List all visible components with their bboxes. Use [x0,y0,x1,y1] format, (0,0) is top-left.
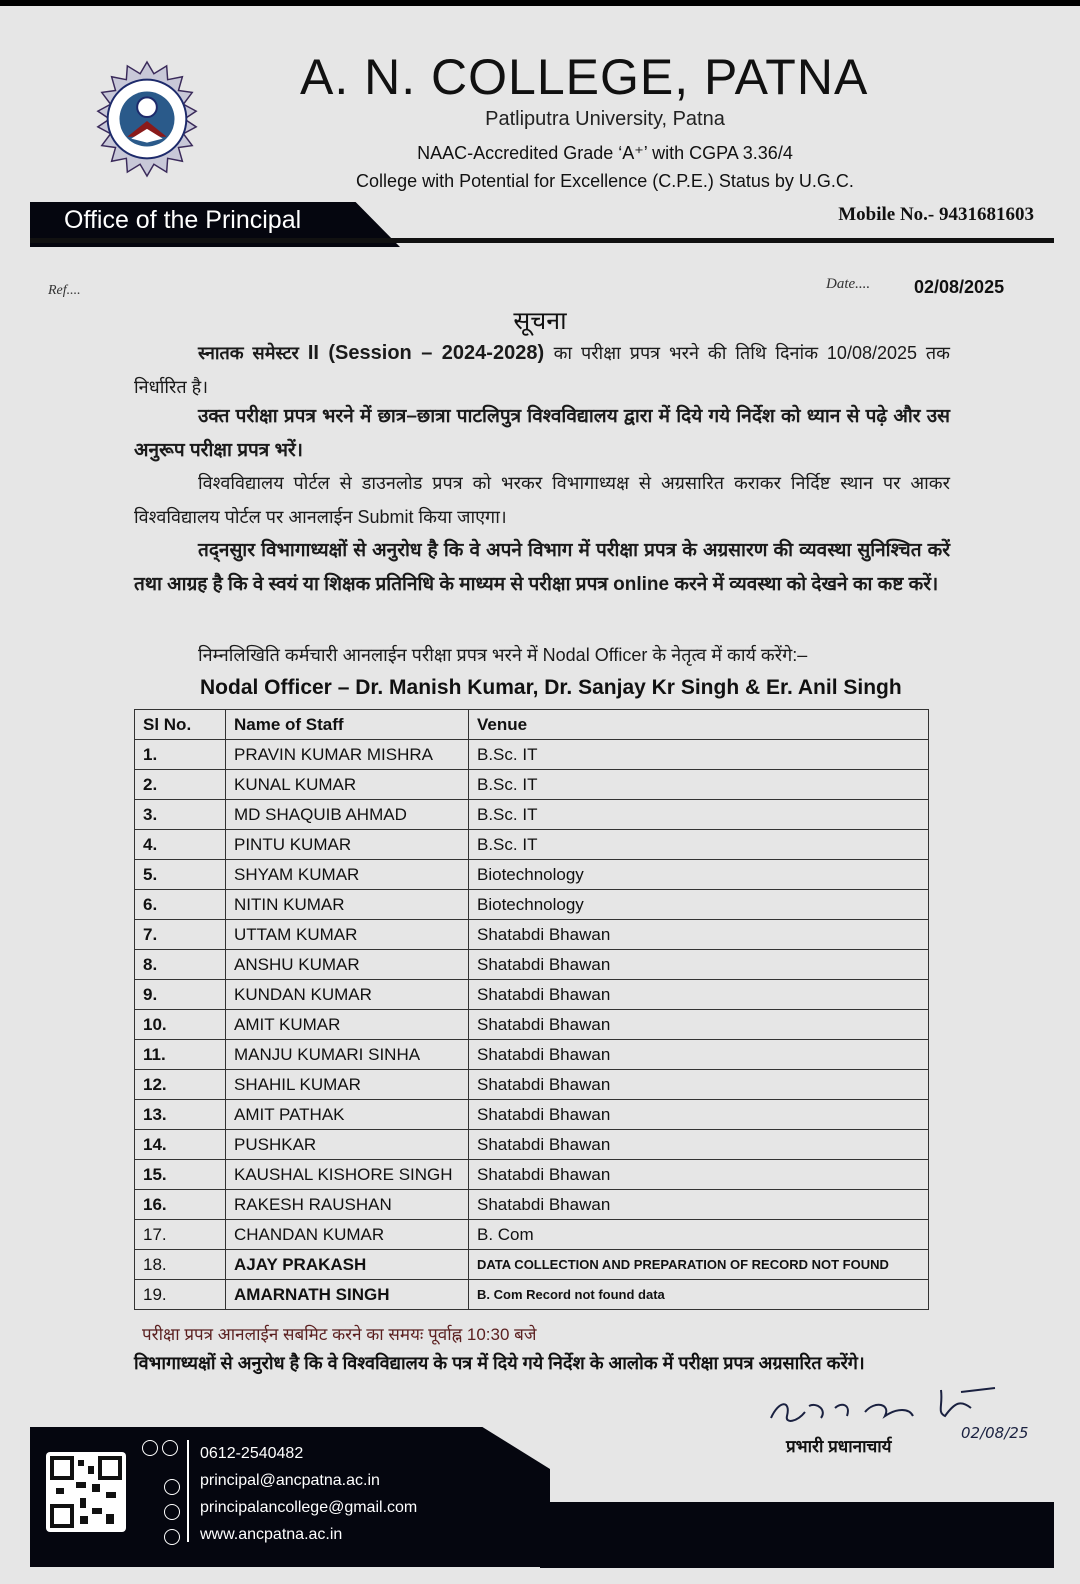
header-sl-no: Sl No. [135,710,226,740]
table-row [135,740,929,770]
staff-name-cell: KUNAL KUMAR [226,770,469,800]
paragraph-1 [134,336,950,404]
venue-cell: Shatabdi Bhawan [469,920,929,950]
paragraph-5 [134,638,950,672]
table-row [135,1280,929,1310]
office-label: Office of the Principal [64,206,302,234]
p1-lead: स्नातक समेस्टर [198,343,308,363]
staff-name-cell: UTTAM KUMAR [226,920,469,950]
header-venue: Venue [469,710,929,740]
phone-icon [162,1440,178,1456]
table-row [135,860,929,890]
sl-no-cell: 3. [135,800,226,830]
sl-no-cell: 19. [135,1280,226,1310]
header-name: Name of Staff [226,710,469,740]
venue-cell: B.Sc. IT [469,800,929,830]
p2-text: उक्त परीक्षा प्रपत्र भरने में छात्र–छात्रा पाटलिपुत्र विश्वविद्यालय द्वारा में दिये गये निर्देश को ध्यान से पढ़े और उस अनुरूप परीक्षा प्रपत्र भरें। [134,406,950,461]
table-row [135,1070,929,1100]
table-row [135,1130,929,1160]
date-label: Date.... [826,276,871,292]
paragraph-3 [134,466,950,534]
venue-cell: Shatabdi Bhawan [469,1190,929,1220]
sl-no-cell: 9. [135,980,226,1010]
email-icon [164,1479,180,1495]
table-row [135,1220,929,1250]
website-link[interactable]: www.ancpatna.ac.in [200,1526,343,1543]
venue-cell: Shatabdi Bhawan [469,1010,929,1040]
paragraph-4 [134,534,950,602]
mobile-number: Mobile No.- 9431681603 [838,204,1034,225]
venue-cell: B.Sc. IT [469,830,929,860]
staff-name-cell: RAKESH RAUSHAN [226,1190,469,1220]
sl-no-cell: 15. [135,1160,226,1190]
table-row [135,830,929,860]
sl-no-cell: 17. [135,1220,226,1250]
table-header-row [135,710,929,740]
college-name: A. N. COLLEGE, PATNA [300,49,869,105]
sl-no-cell: 13. [135,1100,226,1130]
nodal-officers: Nodal Officer – Dr. Manish Kumar, Dr. Sanjay Kr Singh & Er. Anil Singh [200,676,902,699]
signature-date: 02/08/25 [961,1424,1029,1442]
accreditation-line: NAAC-Accredited Grade ‘A⁺’ with CGPA 3.36/4 [417,143,793,163]
staff-name-cell: AJAY PRAKASH [226,1250,469,1280]
sl-no-cell: 8. [135,950,226,980]
staff-table [134,709,929,1310]
staff-name-cell: SHYAM KUMAR [226,860,469,890]
sl-no-cell: 16. [135,1190,226,1220]
sl-no-cell: 10. [135,1010,226,1040]
contact-list [200,1440,417,1548]
paragraph-2 [134,400,950,468]
staff-name-cell: AMIT PATHAK [226,1100,469,1130]
table-row [135,980,929,1010]
staff-name-cell: PINTU KUMAR [226,830,469,860]
table-row [135,1160,929,1190]
staff-name-cell: SHAHIL KUMAR [226,1070,469,1100]
closing-paragraph: विभागाध्यक्षों से अनुरोध है कि वे विश्वविद्यालय के पत्र में दिये गये निर्देश के आलोक में परीक्षा प्रपत्र अग्रसारित करेंगे। [134,1353,865,1373]
staff-name-cell: KAUSHAL KISHORE SINGH [226,1160,469,1190]
p4-text: तद्नसुार विभागाध्यक्षों से अनुरोध है कि वे अपने विभाग में परीक्षा प्रपत्र के अग्रसारण की व्यवस्था सुनिश्चित करें तथा आग्रह है कि वे स्वयं या शिक्षक प्रतिनिधि के माध्यम से परीक्षा प्रपत्र online करने में व्यवस्था को देखने का कष्ट करें। [134,540,950,595]
table-row [135,950,929,980]
sl-no-cell: 14. [135,1130,226,1160]
sl-no-cell: 18. [135,1250,226,1280]
staff-name-cell: PRAVIN KUMAR MISHRA [226,740,469,770]
mobile-icon [142,1440,158,1456]
sl-no-cell: 12. [135,1070,226,1100]
p1-rest: का परीक्षा प्रपत्र भरने की तिथि दिनांक 10/08/2025 तक निर्धारित है। [134,343,951,397]
table-row [135,1010,929,1040]
staff-name-cell: AMARNATH SINGH [226,1280,469,1310]
venue-cell: Shatabdi Bhawan [469,950,929,980]
qr-code-icon[interactable] [46,1452,126,1532]
venue-cell: B. Com [469,1220,929,1250]
footer-divider [187,1440,189,1542]
header-rule [30,238,1054,243]
table-row [135,1100,929,1130]
phone-number: 0612-2540482 [200,1445,304,1462]
sl-no-cell: 11. [135,1040,226,1070]
email-link-1[interactable]: principal@ancpatna.ac.in [200,1472,380,1489]
staff-name-cell: NITIN KUMAR [226,890,469,920]
notice-title: सूचना [513,307,567,335]
table-row [135,1040,929,1070]
venue-cell: DATA COLLECTION AND PREPARATION OF RECORD NOT FOUND [469,1250,929,1280]
sl-no-cell: 7. [135,920,226,950]
contact-icons [142,1440,192,1554]
staff-name-cell: MD SHAQUIB AHMAD [226,800,469,830]
sl-no-cell: 4. [135,830,226,860]
submission-time-note: परीक्षा प्रपत्र आनलाईन सबमिट करने का समयः पूर्वाह्न 10:30 बजे [142,1325,537,1344]
venue-cell: B.Sc. IT [469,740,929,770]
venue-cell: B.Sc. IT [469,770,929,800]
email-icon-2 [164,1504,180,1520]
p5-text: निम्नलिखिति कर्मचारी आनलाईन परीक्षा प्रपत्र भरने में Nodal Officer के नेतृत्व में कार्य करेंगे:– [198,645,808,665]
top-border [0,0,1080,6]
globe-icon [164,1529,180,1545]
table-row [135,1190,929,1220]
p1-session: II (Session – 2024-2028) [307,342,554,364]
table-row [135,920,929,950]
sl-no-cell: 6. [135,890,226,920]
staff-name-cell: AMIT KUMAR [226,1010,469,1040]
email-link-2[interactable]: principalancollege@gmail.com [200,1499,418,1516]
venue-cell: Shatabdi Bhawan [469,980,929,1010]
staff-name-cell: PUSHKAR [226,1130,469,1160]
table-row [135,1250,929,1280]
table-row [135,890,929,920]
footer-band-right [540,1502,1054,1568]
staff-name-cell: ANSHU KUMAR [226,950,469,980]
sl-no-cell: 1. [135,740,226,770]
status-line: College with Potential for Excellence (C.P.E.) Status by U.G.C. [356,171,854,191]
venue-cell: B. Com Record not found data [469,1280,929,1310]
date-value: 02/08/2025 [914,277,1005,297]
venue-cell: Shatabdi Bhawan [469,1070,929,1100]
sl-no-cell: 2. [135,770,226,800]
venue-cell: Biotechnology [469,860,929,890]
venue-cell: Shatabdi Bhawan [469,1160,929,1190]
university-name: Patliputra University, Patna [485,108,725,130]
venue-cell: Shatabdi Bhawan [469,1130,929,1160]
venue-cell: Shatabdi Bhawan [469,1100,929,1130]
table-row [135,800,929,830]
signatory-title: प्रभारी प्रधानाचार्य [786,1437,892,1456]
staff-name-cell: MANJU KUMARI SINHA [226,1040,469,1070]
staff-name-cell: CHANDAN KUMAR [226,1220,469,1250]
venue-cell: Biotechnology [469,890,929,920]
ref-label: Ref.... [48,283,81,298]
table-row [135,770,929,800]
venue-cell: Shatabdi Bhawan [469,1040,929,1070]
staff-name-cell: KUNDAN KUMAR [226,980,469,1010]
sl-no-cell: 5. [135,860,226,890]
p3-text: विश्वविद्यालय पोर्टल से डाउनलोड प्रपत्र को भरकर विभागाध्यक्ष से अग्रसारित कराकर निर्दिष्ट स्थान पर आकर विश्वविद्यालय पोर्टल पर आनलाईन Submit किया जाएगा। [134,473,950,527]
